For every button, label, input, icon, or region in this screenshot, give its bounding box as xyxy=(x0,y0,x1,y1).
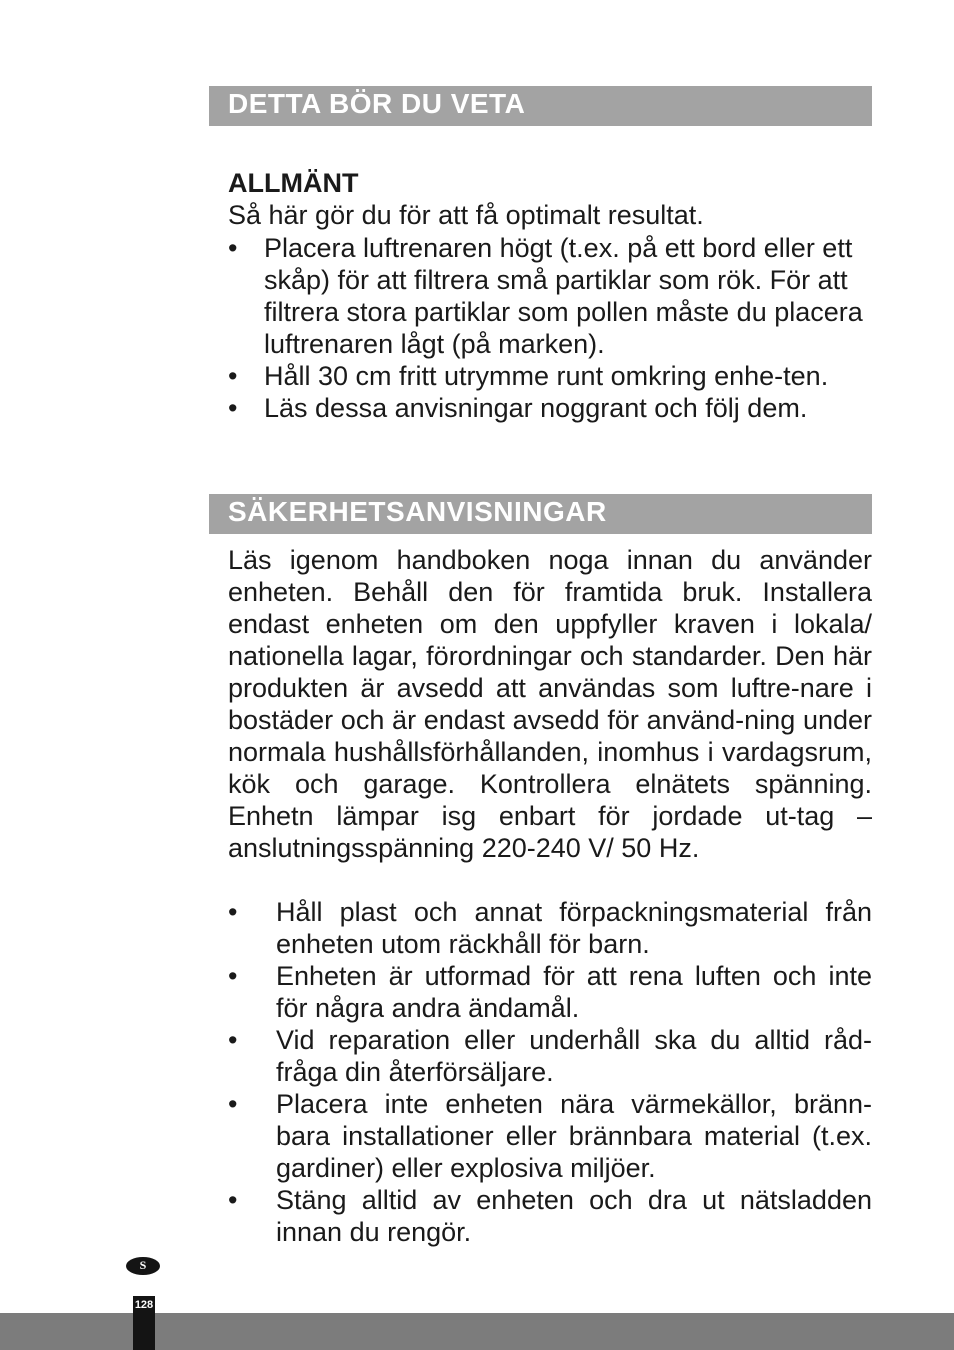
bullet-icon: • xyxy=(228,1025,238,1055)
section-header-text: SÄKERHETSANVISNINGAR xyxy=(228,496,607,527)
safety-bullet-list xyxy=(228,896,872,1248)
list-item xyxy=(228,360,878,392)
list-item-text: Placera inte enheten nära värmekällor, bränn-bara installationer eller brännbara material (t.ex. gardiner) eller explosiva miljöer. xyxy=(276,1089,872,1183)
bullet-icon: • xyxy=(228,961,238,991)
list-item-text: Vid reparation eller underhåll ska du alltid råd-fråga din återförsäljare. xyxy=(276,1025,872,1087)
safety-paragraph: Läs igenom handboken noga innan du använder enheten. Behåll den för framtida bruk. Installera endast enheten om den uppfyller kraven i lokala/ nationella lagar, förordningar och standarder. Den här produkten är avsedd att användas som luftre-nare i bostäder och är endast avsedd för använd-ning under normala hushållsförhållanden, inomhus i vardagsrum, kök och garage. Kontrollera elnätets spänning. Enhetn lämpar isg enbart för jordade ut-tag – anslutningsspänning 220-240 V/ 50 Hz. xyxy=(228,545,872,863)
section-header-sakerhetsanvisningar xyxy=(209,494,872,534)
section-header-text: DETTA BÖR DU VETA xyxy=(228,88,526,119)
list-item-text: Håll 30 cm fritt utrymme runt omkring enhe-ten. xyxy=(264,361,829,391)
list-item-text: Stäng alltid av enheten och dra ut nätsladden innan du rengör. xyxy=(276,1185,872,1247)
language-badge xyxy=(126,1257,160,1275)
list-item-text: Enheten är utformad för att rena luften och inte för några andra ändamål. xyxy=(276,961,872,1023)
bullet-icon: • xyxy=(228,233,238,263)
list-item xyxy=(228,1024,872,1088)
list-item xyxy=(228,392,878,424)
bullet-icon: • xyxy=(228,1089,238,1119)
list-item xyxy=(228,960,872,1024)
bullet-icon: • xyxy=(228,361,238,391)
general-bullet-list xyxy=(228,232,878,424)
list-item xyxy=(228,1088,872,1184)
language-code: S xyxy=(139,1258,147,1272)
intro-text: Så här gör du för att få optimalt resultat. xyxy=(228,200,704,230)
list-item xyxy=(228,232,878,360)
bullet-icon: • xyxy=(228,897,238,927)
page-number: 128 xyxy=(134,1299,154,1311)
list-item-text: Läs dessa anvisningar noggrant och följ dem. xyxy=(264,393,808,423)
bullet-icon: • xyxy=(228,1185,238,1215)
page-number-tab xyxy=(133,1296,155,1350)
list-item-text: Placera luftrenaren högt (t.ex. på ett bord eller ett skåp) för att filtrera små partiklar som rök. För att filtrera stora partiklar som pollen måste du placera luftrenaren lågt (på marken). xyxy=(264,233,863,359)
list-item xyxy=(228,896,872,960)
section-header-detta-bor-du-veta xyxy=(209,86,872,126)
subheading-allmant: ALLMÄNT xyxy=(228,168,359,198)
list-item xyxy=(228,1184,872,1248)
bullet-icon: • xyxy=(228,393,238,423)
list-item-text: Håll plast och annat förpackningsmaterial från enheten utom räckhåll för barn. xyxy=(276,897,872,959)
